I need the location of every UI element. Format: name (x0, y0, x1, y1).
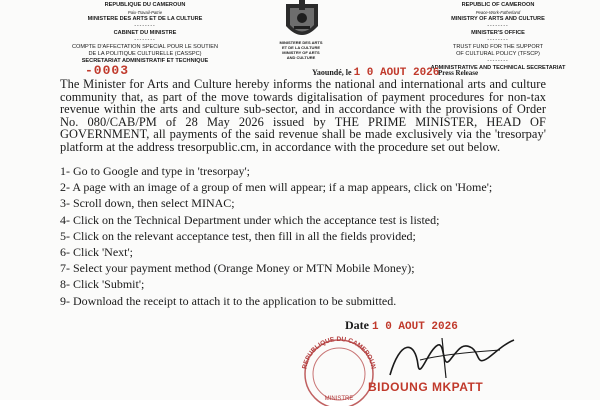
letterhead-right-line: OF CULTURAL POLICY (TFSCP) (456, 51, 540, 57)
step-item: 4- Click on the Technical Department under which the acceptance test is listed; (60, 212, 440, 227)
letterhead-left-line: Paix-Travail-Patrie (127, 10, 163, 15)
date-stamp: 1 0 AOUT 2026 (353, 67, 440, 79)
letterhead-right-line: MINISTRY OF ARTS AND CULTURE (451, 16, 545, 22)
letterhead-left-line: -------- (134, 37, 156, 43)
step-item: 2- A page with an image of a group of men will appear; if a map appears, click on 'Home'; (60, 180, 493, 195)
step-item: 8- Click 'Submit'; (60, 277, 145, 292)
letterhead-right-line: -------- (487, 37, 509, 43)
letterhead-right-line: MINISTER'S OFFICE (471, 30, 525, 36)
letterhead-left (60, 2, 230, 65)
letterhead-left-line: DE LA POLITIQUE CULTURELLE (CASSPC) (88, 51, 202, 57)
letterhead-left-line: -------- (134, 23, 156, 29)
letterhead-right-line: -------- (487, 58, 509, 64)
letterhead-left-line: COMPTE D'AFFECTATION SPECIAL POUR LE SOUTIEN (71, 44, 219, 50)
letterhead-right-line: -------- (487, 23, 509, 29)
emblem-caption-line: MINISTRY OF ARTS (282, 50, 320, 55)
letterhead-right-line: Peace-Work-Fatherland (475, 10, 521, 15)
document-type: Press Release (438, 69, 479, 77)
reference-number: -0003 (85, 63, 130, 78)
step-item: 3- Scroll down, then select MINAC; (60, 196, 235, 211)
letterhead-right-line: ADMINISTRATIVE AND TECHNICAL SECRETARIAT (430, 65, 566, 71)
emblem-caption-line: MINISTERE DES ARTS (279, 40, 323, 45)
emblem-caption-line: AND CULTURE (286, 55, 316, 60)
emblem-caption (270, 40, 332, 60)
seal-text: REPUBLIQUE DU CAMEROUN (301, 336, 377, 370)
svg-text:REPUBLIQUE DU CAMEROUN (301, 336, 376, 370)
step-item: 1- Go to Google and type in 'tresorpay'; (60, 164, 250, 178)
step-item: 7- Select your payment method (Orange Money or MTN Mobile Money); (60, 261, 415, 276)
letterhead-right-line: TRUST FUND FOR THE SUPPORT (452, 44, 544, 50)
date-label: Date (345, 318, 369, 332)
signer-name: BIDOUNG MKPATT (368, 380, 484, 394)
letterhead-right (408, 2, 588, 72)
letterhead-right-line: REPUBLIC OF CAMEROON (461, 2, 535, 8)
letterhead-left-line: SECRETARIAT ADMINISTRATIF ET TECHNIQUE (81, 58, 209, 64)
intro-paragraph: The Minister for Arts and Culture hereby informs the national and international arts and culture community that, as part of the move towards digitalisation of payment procedures for non-tax revenue within the arts and culture sub-sector, and in accordance with the provisions of Order No. 080/CAB/PM of 28 May 2026 issued by THE PRIME MINISTER, HEAD OF GOVERNMENT, all payments of the said revenue shall be made exclusively via the 'tresorpay' platform at the address tresorpublic.cm, in accordance with the procedure set out below. (60, 77, 546, 154)
letterhead-left-line: REPUBLIQUE DU CAMEROUN (104, 2, 186, 8)
letterhead-left-line: MINISTERE DES ARTS ET DE LA CULTURE (87, 16, 203, 22)
step-item: 9- Download the receipt to attach it to the application to be submitted. (60, 293, 397, 308)
seal-subtext: MINISTRE (324, 396, 354, 402)
step-item: 5- Click on the relevant acceptance test, then fill in all the fields provided; (60, 228, 416, 243)
emblem-caption-line: ET DE LA CULTURE (282, 45, 320, 50)
footer-date-stamp: 1 0 AOUT 2026 (372, 321, 458, 333)
place-label: Yaoundé, le (312, 68, 352, 77)
step-item: 6- Click 'Next'; (60, 245, 133, 260)
letterhead-left-line: CABINET DU MINISTRE (113, 30, 177, 36)
procedure-steps (60, 163, 556, 309)
official-seal-icon (296, 336, 382, 406)
